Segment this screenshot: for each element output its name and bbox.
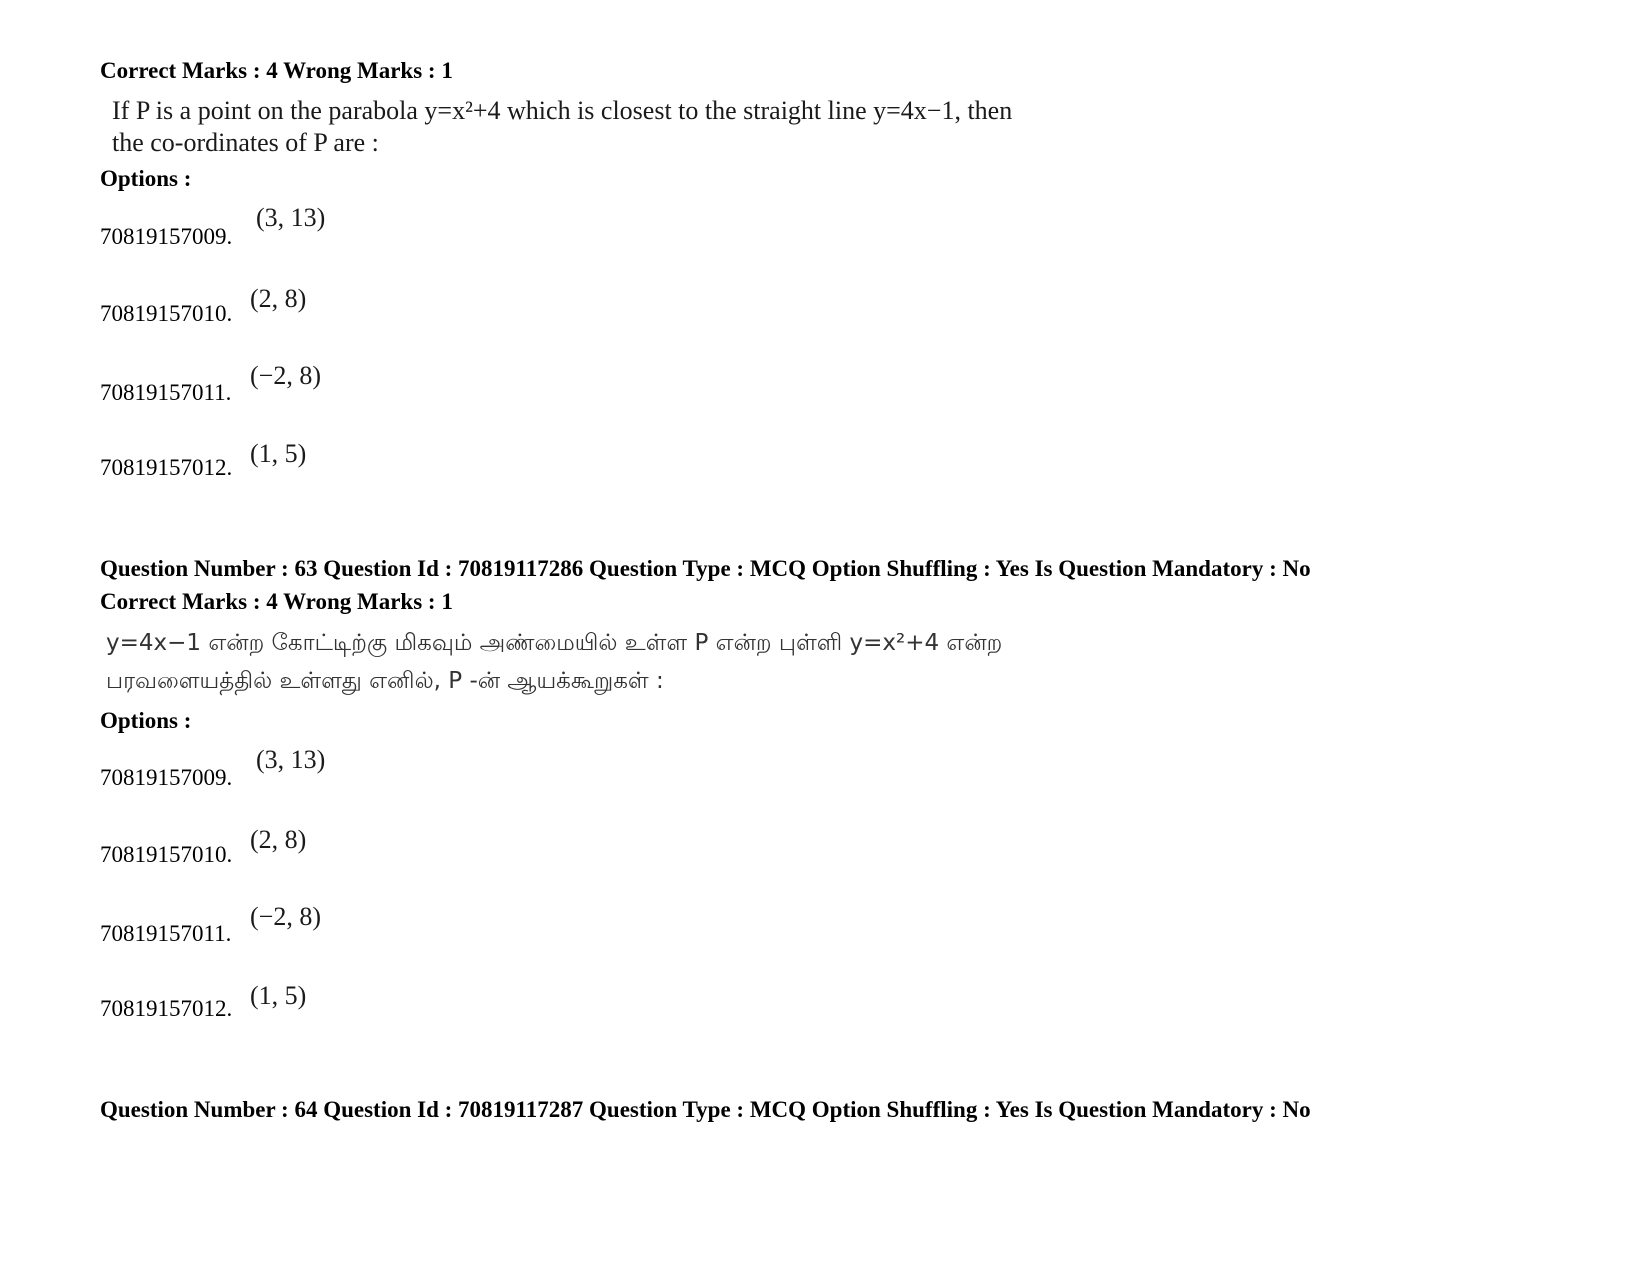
option-value: (2, 8)	[250, 825, 307, 854]
option-id: 70819157011.	[100, 380, 232, 405]
option-id: 70819157009.	[100, 765, 233, 790]
option-value: (3, 13)	[256, 203, 326, 232]
options-label: Options :	[100, 166, 192, 191]
options-label: Options :	[100, 708, 192, 733]
marks-line: Correct Marks : 4 Wrong Marks : 1	[100, 58, 453, 83]
option-id: 70819157010.	[100, 301, 233, 326]
question-header: Question Number : 64 Question Id : 70819117287 Question Type : MCQ Option Shuffling : Yes Is Question Mandatory : No	[100, 1097, 1311, 1122]
option-value: (−2, 8)	[250, 902, 321, 931]
option-id: 70819157012.	[100, 455, 233, 480]
question-text-line-1: y=4x−1 என்ற கோட்டிற்கு மிகவும் அண்மையில் உள்ள P என்ற புள்ளி y=x²+4 என்ற	[106, 630, 1003, 656]
option-id: 70819157011.	[100, 921, 232, 946]
question-header: Question Number : 63 Question Id : 70819117286 Question Type : MCQ Option Shuffling : Yes Is Question Mandatory : No	[100, 556, 1311, 581]
marks-line: Correct Marks : 4 Wrong Marks : 1	[100, 589, 453, 614]
option-value: (3, 13)	[256, 745, 326, 774]
option-value: (2, 8)	[250, 284, 307, 313]
question-text-line-2: பரவளையத்தில் உள்ளது எனில், P -ன் ஆயக்கூறுகள் :	[106, 668, 664, 694]
option-id: 70819157012.	[100, 996, 233, 1021]
question-text-line-2: the co-ordinates of P are :	[112, 128, 379, 157]
option-value: (1, 5)	[250, 981, 307, 1010]
option-id: 70819157009.	[100, 224, 233, 249]
option-value: (−2, 8)	[250, 361, 321, 390]
option-id: 70819157010.	[100, 842, 233, 867]
question-text-line-1: If P is a point on the parabola y=x²+4 which is closest to the straight line y=4x−1, then	[112, 96, 1013, 125]
option-value: (1, 5)	[250, 439, 307, 468]
